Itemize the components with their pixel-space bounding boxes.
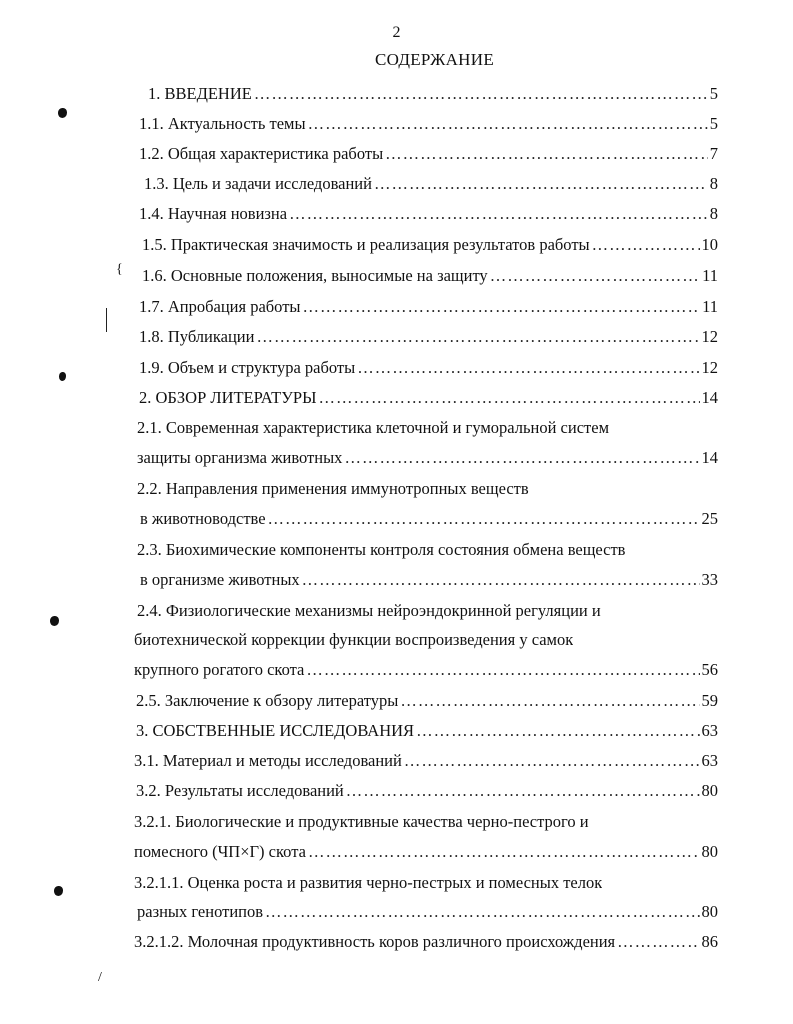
toc-entry (134, 750, 718, 772)
toc-dot-leader (357, 357, 699, 379)
toc-entry-page: 86 (701, 932, 718, 951)
toc-entry (136, 780, 718, 802)
toc-entry (137, 447, 718, 469)
toc-entry-page: 8 (709, 204, 718, 223)
toc-dot-leader (490, 265, 700, 287)
toc-entry-title: в животноводстве (140, 509, 266, 528)
toc-entry (139, 203, 718, 225)
toc-entry (142, 234, 718, 256)
toc-entry-page: 8 (709, 174, 718, 193)
toc-dot-leader (404, 750, 700, 772)
toc-entry (139, 326, 718, 348)
toc-dot-leader (289, 203, 708, 225)
toc-entry-page: 11 (702, 266, 718, 285)
scan-mark (50, 616, 59, 626)
toc-entry (137, 539, 625, 561)
toc-entry-title: 2.4. Физиологические механизмы нейроэндокринной регуляции и (137, 601, 601, 620)
toc-entry-page: 5 (709, 84, 718, 103)
toc-entry-page: 25 (701, 509, 718, 528)
toc-dot-leader (302, 569, 700, 591)
toc-entry (137, 417, 609, 439)
toc-entry (134, 931, 718, 953)
toc-entry (148, 83, 718, 105)
toc-entry-page: 33 (701, 570, 718, 589)
toc-dot-leader (346, 780, 700, 802)
scan-mark (59, 372, 66, 381)
toc-entry-title: 1.3. Цель и задачи исследований (144, 174, 372, 193)
toc-entry-title: 3.2.1.1. Оценка роста и развития черно-пестрых и помесных телок (134, 873, 603, 892)
toc-entry-title: 2. ОБЗОР ЛИТЕРАТУРЫ (139, 388, 317, 407)
toc-entry (136, 720, 718, 742)
toc-entry (140, 569, 718, 591)
toc-entry (139, 387, 718, 409)
toc-entry-title: биотехнической коррекции функции воспроизведения у самок (134, 630, 574, 649)
toc-entry (139, 296, 718, 318)
toc-dot-leader (308, 841, 700, 863)
toc-dot-leader (254, 83, 708, 105)
toc-entry-title: 3.1. Материал и методы исследований (134, 751, 402, 770)
scan-mark: / (98, 970, 102, 985)
toc-dot-leader (344, 447, 699, 469)
toc-entry-title: защиты организма животных (137, 448, 343, 467)
toc-dot-leader (256, 326, 699, 348)
toc-entry-page: 56 (701, 660, 718, 679)
toc-entry (134, 841, 718, 863)
toc-entry (134, 811, 589, 833)
toc-dot-leader (306, 659, 699, 681)
toc-dot-leader (268, 508, 700, 530)
toc-dot-leader (374, 173, 708, 195)
toc-entry-title: 3.2. Результаты исследований (136, 781, 344, 800)
toc-dot-leader (308, 113, 708, 135)
scan-mark (54, 886, 63, 896)
toc-entry-page: 5 (709, 114, 718, 133)
toc-entry-title: 3.2.1. Биологические и продуктивные качества черно-пестрого и (134, 812, 589, 831)
toc-entry-title: 2.1. Современная характеристика клеточной и гуморальной систем (137, 418, 610, 437)
toc-entry-page: 11 (702, 297, 718, 316)
toc-entry-title: 2.2. Направления применения иммунотропных веществ (137, 479, 529, 498)
page-title: СОДЕРЖАНИЕ (374, 50, 495, 69)
toc-entry-title: 1.8. Публикации (139, 327, 255, 346)
toc-entry (134, 872, 602, 894)
toc-entry-title: 1.6. Основные положения, выносимые на защиту (142, 266, 488, 285)
toc-entry (139, 357, 718, 379)
toc-entry-page: 12 (701, 327, 718, 346)
toc-entry-page: 80 (701, 902, 718, 921)
toc-entry-page: 80 (701, 842, 718, 861)
toc-entry-page: 63 (701, 751, 718, 770)
toc-entry-page: 10 (701, 235, 718, 254)
scan-mark: { (116, 262, 123, 277)
toc-entry-title: 2.5. Заключение к обзору литературы (136, 691, 399, 710)
toc-dot-leader (416, 720, 699, 742)
toc-entry-title: помесного (ЧП×Г) скота (134, 842, 306, 861)
toc-entry-title: разных генотипов (137, 902, 264, 921)
toc-dot-leader (592, 234, 700, 256)
toc-dot-leader (303, 296, 701, 318)
toc-dot-leader (617, 931, 699, 953)
toc-entry (139, 143, 718, 165)
toc-entry (136, 690, 718, 712)
toc-entry (140, 508, 718, 530)
toc-entry-title: 1.4. Научная новизна (139, 204, 288, 223)
toc-entry-title: 1.5. Практическая значимость и реализация результатов работы (142, 235, 590, 254)
toc-entry-page: 14 (701, 388, 718, 407)
toc-entry-page: 12 (701, 358, 718, 377)
toc-entry-page: 14 (701, 448, 718, 467)
toc-entry-page: 59 (701, 691, 718, 710)
scan-mark (58, 108, 67, 118)
page-number: 2 (392, 24, 401, 41)
toc-dot-leader (265, 901, 699, 923)
toc-entry-title: в организме животных (140, 570, 300, 589)
toc-entry-title: 1.9. Объем и структура работы (139, 358, 356, 377)
toc-entry-page: 80 (701, 781, 718, 800)
toc-entry-title: 1.7. Апробация работы (139, 297, 301, 316)
toc-dot-leader (400, 690, 699, 712)
toc-entry (142, 265, 718, 287)
toc-entry (134, 659, 718, 681)
toc-dot-leader (385, 143, 708, 165)
toc-entry-title: 3.2.1.2. Молочная продуктивность коров различного происхождения (134, 932, 616, 951)
toc-entry-page: 7 (709, 144, 718, 163)
toc-entry-page: 63 (701, 721, 718, 740)
toc-entry (137, 478, 529, 500)
toc-entry-title: 1.1. Актуальность темы (139, 114, 306, 133)
toc-entry (139, 113, 718, 135)
toc-entry-title: 2.3. Биохимические компоненты контроля состояния обмена веществ (137, 540, 626, 559)
toc-entry-title: 3. СОБСТВЕННЫЕ ИССЛЕДОВАНИЯ (136, 721, 415, 740)
toc-entry-title: 1.2. Общая характеристика работы (139, 144, 384, 163)
toc-dot-leader (319, 387, 700, 409)
toc-entry-title: крупного рогатого скота (134, 660, 305, 679)
toc-entry (137, 600, 601, 622)
toc-entry-title: 1. ВВЕДЕНИЕ (148, 84, 252, 103)
toc-entry (134, 629, 573, 651)
toc-entry (144, 173, 718, 195)
toc-entry (137, 901, 718, 923)
scan-mark (106, 308, 107, 332)
